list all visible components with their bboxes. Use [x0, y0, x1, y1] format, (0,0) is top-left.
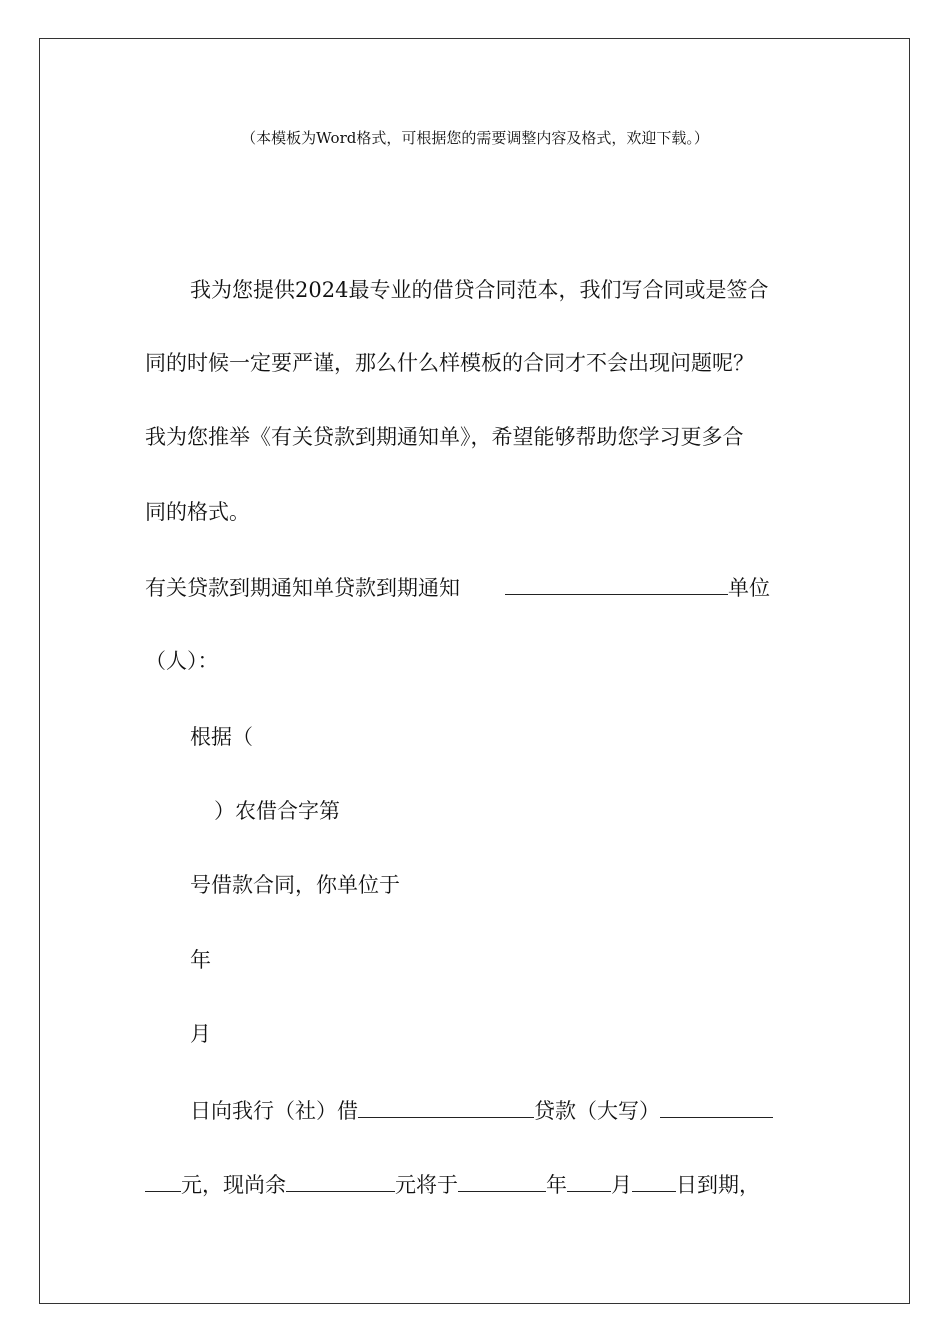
amount-unit: 元，现尚余: [181, 1173, 286, 1197]
due-prefix: 元将于: [395, 1173, 458, 1197]
unit-suffix: 单位: [728, 576, 770, 600]
addressee-person: （人）：: [145, 649, 219, 673]
remaining-amount-blank: [286, 1169, 395, 1192]
contract-number-text: ）农借合字第: [214, 799, 340, 823]
notice-title: [145, 572, 770, 602]
intro-line-3: 我为您推举《有关贷款到期通知单》，希望能够帮助您学习更多合: [145, 425, 744, 449]
due-day-blank: [632, 1169, 676, 1192]
notice-title-text: 有关贷款到期通知单贷款到期通知: [145, 576, 460, 600]
intro-line-1: 我为您提供2024最专业的借贷合同范本，我们写合同或是签合: [190, 278, 769, 302]
amount-capital-blank: [660, 1095, 773, 1118]
amount-capital-blank-cont: [145, 1169, 181, 1192]
due-month-blank: [567, 1169, 611, 1192]
unit-name-blank: [505, 572, 728, 595]
due-month: 月: [611, 1173, 632, 1197]
template-note: （本模板为Word格式，可根据您的需要调整内容及格式，欢迎下载。）: [241, 129, 709, 147]
month-label: 月: [190, 1022, 211, 1046]
due-year-blank: [458, 1169, 546, 1192]
contract-line: 号借款合同，你单位于: [190, 873, 400, 897]
intro-line-2: 同的时候一定要严谨，那么什么样模板的合同才不会出现问题呢？: [145, 351, 754, 375]
loan-line: [190, 1095, 773, 1125]
loan-prefix: 日向我行（社）借: [190, 1099, 358, 1123]
loan-mid: 贷款（大写）: [534, 1099, 660, 1123]
due-year: 年: [546, 1173, 567, 1197]
intro-line-4: 同的格式。: [145, 500, 250, 524]
loan-amount-blank: [358, 1095, 534, 1118]
due-day: 日到期，: [676, 1173, 760, 1197]
basis-text: 根据（: [190, 725, 253, 749]
due-line: [145, 1169, 760, 1199]
year-label: 年: [190, 948, 211, 972]
